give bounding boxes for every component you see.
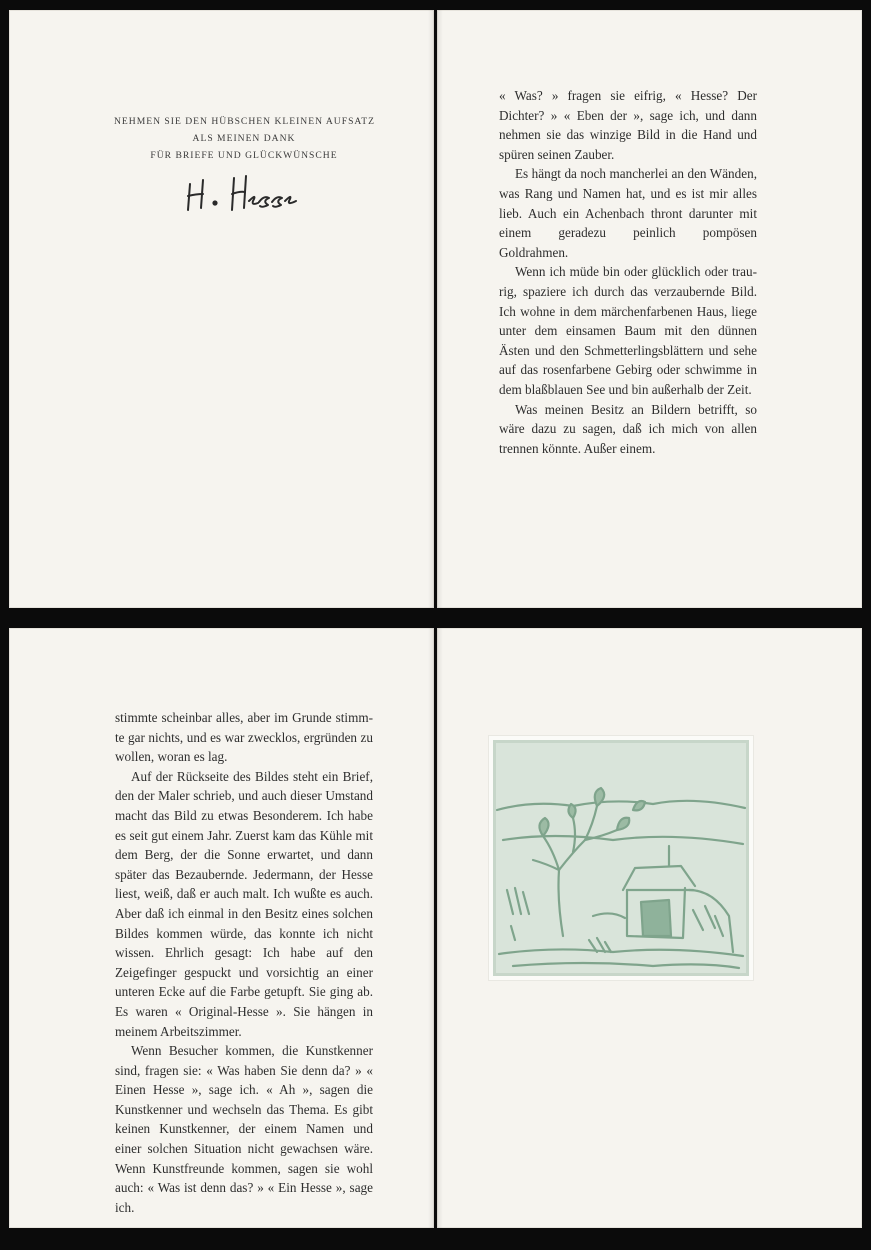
paragraph: Wenn Besucher kommen, die Kunstkenner sind, fragen sie: « Was haben Sie denn da? » « Einen Hesse », sage ich. « Ah », sagen die Kunstkenner und wechseln das Thema. Es gibt keinen Kunstkenner, der einem Namen und einer solchen Situation nicht gewachsen wäre. Wenn Kunstfreunde kommen, sagen sie wohl auch: « Was ist denn das? » « Ein Hesse », sage ich. [115, 1043, 373, 1215]
page-text-top-right [437, 10, 862, 608]
dedication-line-3: FÜR BRIEFE UND GLÜCKWÜNSCHE [150, 150, 338, 161]
paragraph: Auf der Rückseite des Bildes steht ein Brief, den der Maler schrieb, und auch dieser Umstand macht das Bild zu etwas Besonderem. Ich habe es seit gut einem Jahr. Zuerst kam das Kühle mit dem Berg, der die Sonne erwartet, und dann später das Bezaubernde. Jedermann, der Hesse liest, weiß, daß er auch malt. Ich wußte es auch. Aber daß ich einmal in den Besitz eines solchen Bildes kommen würde, das konnte ich nicht wissen. Ehrlich gesagt: Ich habe auf den Zeigefinger gespuckt und vorsichtig an einer unteren Ecke auf die Farbe getupft. Sie ging ab. Es waren « Original-Hesse ». Sie hängen in meinem Arbeitszimmer. [115, 768, 373, 1039]
body-text [115, 708, 373, 1217]
page-dedication [9, 10, 434, 608]
handwritten-signature [184, 170, 314, 225]
body-text [499, 86, 757, 458]
paragraph: stimmte scheinbar alles, aber im Grunde stimmte gar nichts, und es war zwecklos, ergründen zu wollen, woran es lag. [115, 710, 373, 765]
paragraph: Es hängt da noch mancherlei an den Wänden, was Rang und Namen hat, und es ist mir alles lieb. Auch ein Achenbach thront darunter mit einem geradezu peinlich pompösen Goldrahmen. [499, 166, 757, 260]
paragraph: « Was? » fragen sie eifrig, « Hesse? Der Dichter? » « Eben der », sage ich, und dann nehmen sie das winzige Bild in die Hand und spüren seinen Zauber. [499, 88, 757, 162]
dedication-line-1: NEHMEN SIE DEN HÜBSCHEN KLEINEN AUFSATZ [114, 116, 375, 127]
page-text-bottom-left [9, 628, 434, 1228]
dedication-text [114, 113, 374, 164]
paragraph: Wenn ich müde bin oder glücklich oder traurig, spaziere ich durch das verzaubernde Bild. Ich wohne in dem märchenfarbenen Haus, liege unter dem einsamen Baum mit den dünnen Ästen und den Schmetterlingsblättern und sehe auf das rosenfarbene Gebirg oder schwimme in dem blaßblauen See und bin außerhalb der Zeit. [499, 264, 757, 397]
illustration-plate [489, 736, 753, 980]
dedication-line-2: ALS MEINEN DANK [192, 133, 296, 144]
page-illustration [437, 628, 862, 1228]
paragraph: Was meinen Besitz an Bildern betrifft, so wäre dazu zu sagen, daß ich mich von allen trennen könnte. Außer einem. [499, 401, 757, 456]
landscape-sketch [493, 740, 749, 976]
